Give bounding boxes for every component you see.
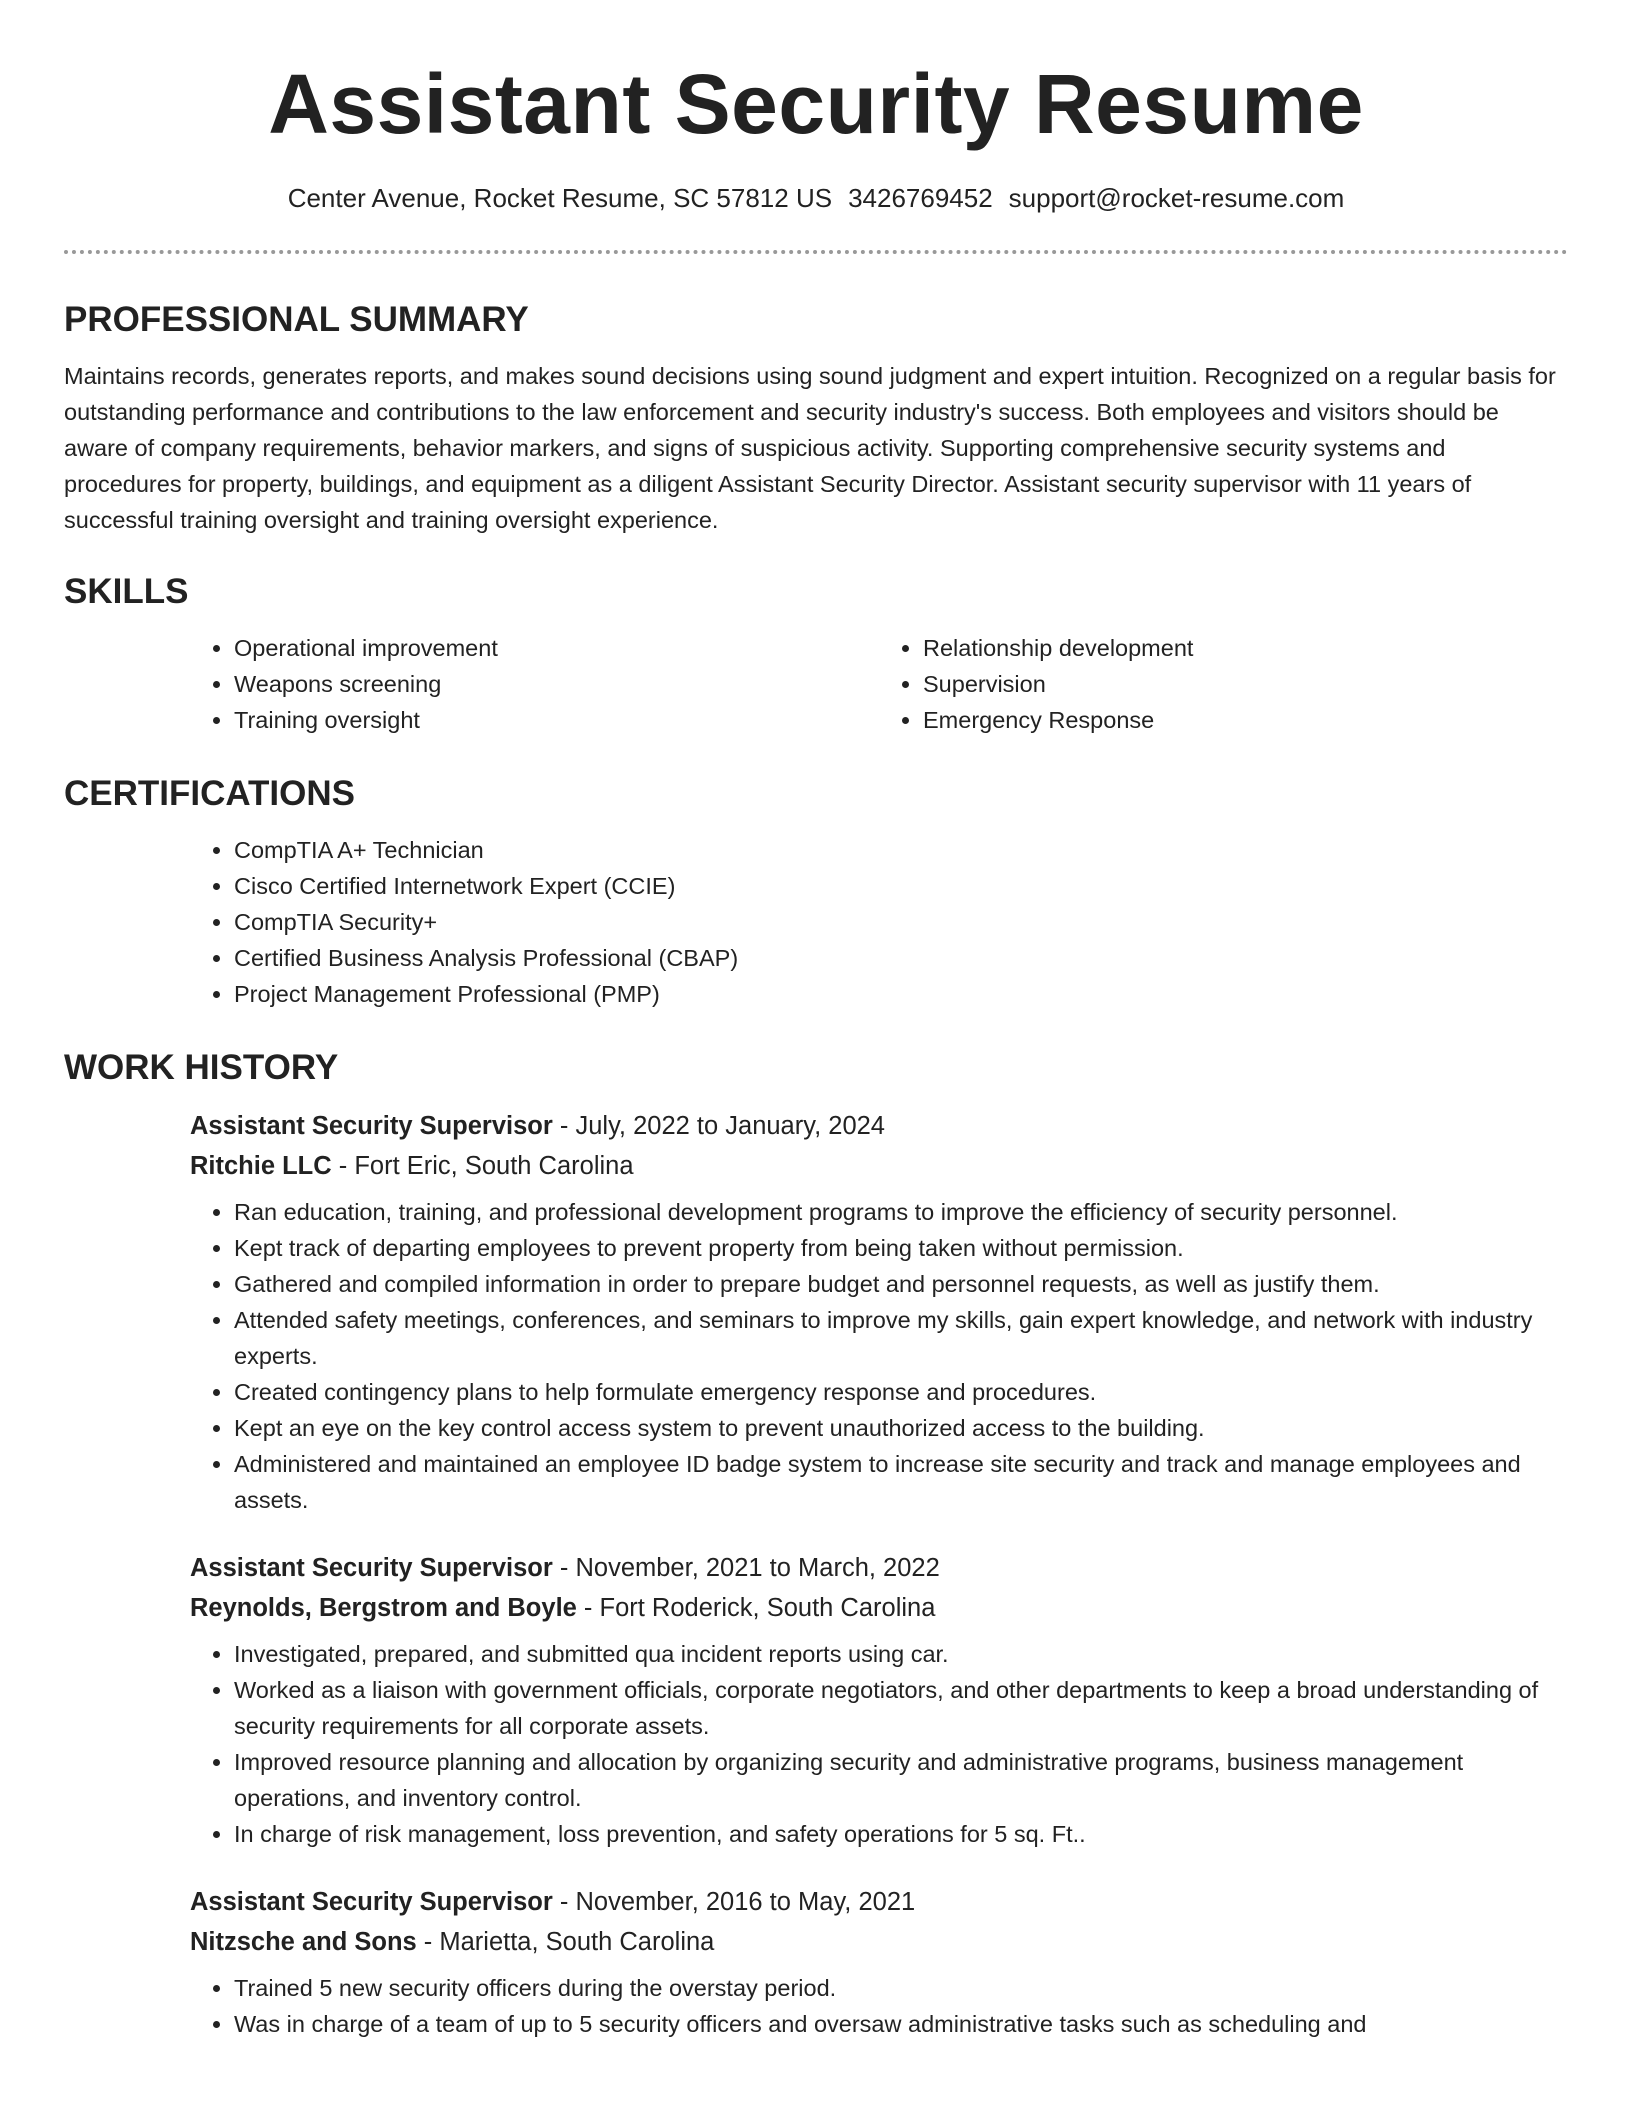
job-location: - Fort Roderick, South Carolina xyxy=(576,1594,936,1622)
job-company: Ritchie LLC xyxy=(190,1152,332,1180)
job-bullet: • In charge of risk management, loss prevention, and safety operations for 5 sq. Ft.. xyxy=(234,1816,1568,1852)
job-bullet: • Worked as a liaison with government officials, corporate negotiators, and other departments to keep a broad understanding of security requirements for all corporate assets. xyxy=(234,1672,1568,1744)
skill-item: • Relationship development xyxy=(923,630,1568,666)
contact-line xyxy=(0,180,1632,216)
job-bullet: • Created contingency plans to help formulate emergency response and procedures. xyxy=(234,1374,1568,1410)
job-bullets xyxy=(190,1194,1568,1518)
job-bullet: • Ran education, training, and professional development programs to improve the efficiency of security personnel. xyxy=(234,1194,1568,1230)
certification-item: • Cisco Certified Internetwork Expert (CCIE) xyxy=(234,868,1568,904)
job-company-line xyxy=(190,1588,1568,1628)
job-bullets xyxy=(190,1636,1568,1852)
certification-item: • Project Management Professional (PMP) xyxy=(234,976,1568,1012)
certifications-section xyxy=(64,770,1568,1012)
job-bullet: • Kept an eye on the key control access system to prevent unauthorized access to the building. xyxy=(234,1410,1568,1446)
resume-content xyxy=(64,296,1568,2072)
job-company: Reynolds, Bergstrom and Boyle xyxy=(190,1594,577,1622)
job-title-line xyxy=(190,1106,1568,1146)
job-entry xyxy=(190,1106,1568,1518)
resume-title: Assistant Security Resume xyxy=(268,57,1364,151)
job-location: - Marietta, South Carolina xyxy=(416,1928,715,1956)
phone-text: 3426769452 xyxy=(848,183,993,213)
skills-heading: SKILLS xyxy=(64,572,189,611)
skill-item: • Emergency Response xyxy=(923,702,1568,738)
job-dates: - November, 2021 to March, 2022 xyxy=(552,1554,940,1582)
job-company-line xyxy=(190,1146,1568,1186)
skill-item: • Operational improvement xyxy=(234,630,879,666)
certifications-list xyxy=(190,832,1568,1012)
job-company: Nitzsche and Sons xyxy=(190,1928,417,1956)
job-entry xyxy=(190,1548,1568,1852)
skills-section xyxy=(64,568,1568,738)
certification-item: • CompTIA A+ Technician xyxy=(234,832,1568,868)
job-bullet: • Gathered and compiled information in order to prepare budget and personnel requests, as well as justify them. xyxy=(234,1266,1568,1302)
job-entry xyxy=(190,1882,1568,2042)
certification-item: • CompTIA Security+ xyxy=(234,904,1568,940)
certifications-heading: CERTIFICATIONS xyxy=(64,774,356,813)
job-bullet: • Was in charge of a team of up to 5 security officers and oversaw administrative tasks such as scheduling and xyxy=(234,2006,1568,2042)
work-history-heading: WORK HISTORY xyxy=(64,1048,339,1087)
job-title-line xyxy=(190,1548,1568,1588)
skills-columns xyxy=(190,630,1568,738)
job-dates: - July, 2022 to January, 2024 xyxy=(552,1112,885,1140)
summary-heading: PROFESSIONAL SUMMARY xyxy=(64,300,529,339)
job-bullet: • Improved resource planning and allocation by organizing security and administrative programs, business management operations, and inventory control. xyxy=(234,1744,1568,1816)
job-location: - Fort Eric, South Carolina xyxy=(331,1152,634,1180)
job-bullet: • Trained 5 new security officers during the overstay period. xyxy=(234,1970,1568,2006)
job-bullet: • Kept track of departing employees to prevent property from being taken without permission. xyxy=(234,1230,1568,1266)
email-text: support@rocket-resume.com xyxy=(1008,183,1345,213)
skills-left-list xyxy=(190,630,879,738)
job-title: Assistant Security Supervisor xyxy=(190,1888,553,1916)
header-divider xyxy=(64,250,1568,254)
certification-item: • Certified Business Analysis Professional (CBAP) xyxy=(234,940,1568,976)
skill-item: • Supervision xyxy=(923,666,1568,702)
certifications-list-wrap xyxy=(190,832,1568,1012)
job-title: Assistant Security Supervisor xyxy=(190,1554,553,1582)
summary-section xyxy=(64,296,1568,538)
job-bullet: • Administered and maintained an employee ID badge system to increase site security and track and manage employees and assets. xyxy=(234,1446,1568,1518)
job-bullets xyxy=(190,1970,1568,2042)
job-bullet: • Attended safety meetings, conferences, and seminars to improve my skills, gain expert knowledge, and network with industry experts. xyxy=(234,1302,1568,1374)
skills-right-list xyxy=(879,630,1568,738)
job-title-line xyxy=(190,1882,1568,1922)
job-bullet: • Investigated, prepared, and submitted qua incident reports using car. xyxy=(234,1636,1568,1672)
address-text: Center Avenue, Rocket Resume, SC 57812 US xyxy=(287,183,833,213)
skill-item: • Training oversight xyxy=(234,702,879,738)
job-title: Assistant Security Supervisor xyxy=(190,1112,553,1140)
summary-text: Maintains records, generates reports, and makes sound decisions using sound judgment and expert intuition. Recognized on a regular basis for outstanding performance and contributions to the law enforcement and security industry's success. Both employees and visitors should be aware of company requirements, behavior markers, and signs of suspicious activity. Supporting comprehensive security systems and procedures for property, buildings, and equipment as a diligent Assistant Security Director. Assistant security supervisor with 11 years of successful training oversight and training oversight experience. xyxy=(64,363,1556,533)
skill-item: • Weapons screening xyxy=(234,666,879,702)
work-history-section xyxy=(64,1044,1568,2042)
job-company-line xyxy=(190,1922,1568,1962)
job-dates: - November, 2016 to May, 2021 xyxy=(552,1888,916,1916)
